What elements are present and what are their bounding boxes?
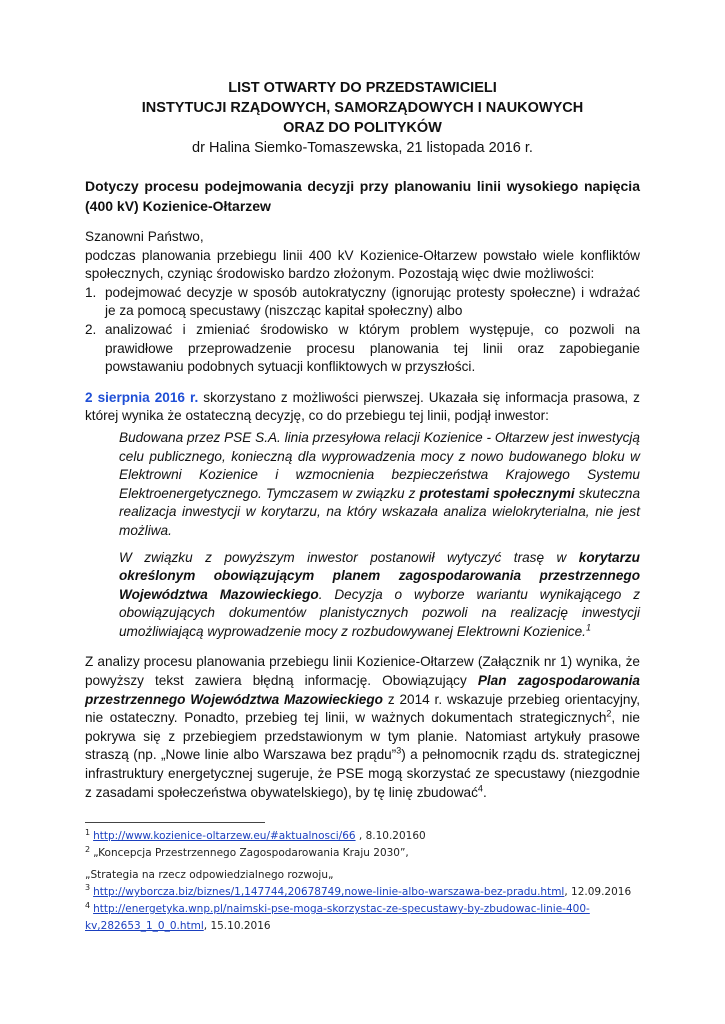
- salutation: Szanowni Państwo,: [85, 229, 204, 244]
- list-item: [85, 284, 640, 321]
- paragraph-emphasis: Plan zagospodarowania przestrzennego Województwa Mazowieckiego: [85, 673, 640, 707]
- footnote-text: , 8.10.20160: [355, 830, 426, 842]
- quote-text: W związku z powyższym inwestor postanowił wytyczyć trasę w: [119, 549, 579, 565]
- title-line-1: LIST OTWARTY DO PRZEDSTAWICIELI: [228, 80, 497, 96]
- footnote-text: „Koncepcja Przestrzennego Zagospodarowania Kraju 2030”,: [93, 847, 409, 860]
- footnote-text: , 15.10.2016: [203, 920, 271, 933]
- footnote-link[interactable]: http://wyborcza.biz/biznes/1,147744,20678749,nowe-linie-albo-warszawa-bez-pradu.html: [93, 885, 565, 898]
- paragraph-text: .: [482, 784, 487, 800]
- title-line-2: INSTYTUCJI RZĄDOWYCH, SAMORZĄDOWYCH I NAUKOWYCH: [141, 100, 584, 116]
- author-date: dr Halina Siemko-Tomaszewska, 21 listopada 2016 r.: [192, 140, 533, 156]
- list-text: podejmować decyzje w sposób autokratyczny (ignorując protesty społeczne) i wdrażać je za pomocą specustawy (niszcząc kapitał społeczny) albo: [105, 284, 640, 319]
- quote-text: skuteczna realizacja inwestycji w korytarzu, na który wskazała analiza wielokryterialna, nie jest możliwa.: [119, 485, 641, 538]
- subject-line: Dotyczy procesu podejmowania decyzji przy planowaniu linii wysokiego napięcia (400 kV) Kozienice-Ołtarzew: [85, 178, 640, 214]
- paragraph-decision: [85, 389, 640, 426]
- paragraph-text: z 2014 r. wskazuje przebieg orientacyjny, nie ostateczny. Ponadto, przebieg tej linii, w ważnych dokumentach strategicznych: [85, 691, 641, 726]
- intro-paragraph: podczas planowania przebiegu linii 400 kV Kozienice-Ołtarzew powstało wiele konfliktów społecznych, czyniąc środowisko bardzo złożonym. Pozostają więc dwie możliwości:: [85, 247, 640, 282]
- footnotes: [85, 828, 645, 936]
- footnote-text: , 12.09.2016: [564, 885, 632, 898]
- footnote-number: 2: [85, 844, 91, 854]
- footnote-link[interactable]: http://www.kozienice-oltarzew.eu/#aktualnosci/66: [93, 830, 356, 842]
- list-item: [85, 321, 640, 377]
- paragraph-text: , nie pokrywa się z przebiegiem przedstawionym w tym planie. Natomiast artykuły prasowe straszą (np. „Nowe linie albo Warszawa bez prądu”: [85, 710, 640, 763]
- footnote-link[interactable]: http://energetyka.wnp.pl/naimski-pse-moga-skorzystac-ze-specustawy-by-zbudowac-linie-400-kv,282653_1_0_0.html: [85, 903, 590, 933]
- footnote: [85, 828, 645, 845]
- footnote-ref[interactable]: 1: [585, 622, 591, 633]
- letter-body: [85, 78, 640, 802]
- footnote-number: 3: [85, 883, 91, 893]
- list-text: analizować i zmieniać środowisko w którym problem występuje, co pozwoli na prawidłowe przeprowadzenie procesu planowania tej linii oraz zapobieganie powstawaniu podobnych sytuacji konfliktowych w przyszłości.: [105, 321, 640, 375]
- quote-2: [119, 549, 640, 642]
- quote-1: [119, 429, 640, 541]
- footnote-number: 1: [85, 827, 91, 837]
- quote-emphasis: korytarzu określonym obowiązującym planem zagospodarowania przestrzennego Województwa Mazowieckiego: [119, 549, 640, 602]
- title-line-3: ORAZ DO POLITYKÓW: [283, 120, 442, 136]
- footnote-number: 4: [85, 900, 91, 910]
- footnote-ref[interactable]: 2: [606, 708, 612, 719]
- footnote: [85, 845, 645, 862]
- paragraph-text: skorzystano z możliwości pierwszej. Ukazała się informacja prasowa, z której wynika że ostateczną decyzję, co do przebiegu tej linii, podjął inwestor:: [85, 389, 640, 424]
- quote-text: . Decyzja o wyborze wariantu wynikającego z obowiązujących dokumentów planistycznych pozwoli na realizację inwestycji umożliwiającą wyprowadzenie mocy z rozbudowywanej Elektrowni Kozienice.: [119, 586, 640, 639]
- footnote-text: „Strategia na rzecz odpowiedzialnego rozwoju„: [85, 868, 334, 881]
- footnote-ref[interactable]: 4: [477, 783, 483, 794]
- paragraph-text: Z analizy procesu planowania przebiegu linii Kozienice-Ołtarzew (Załącznik nr 1) wynika, że powyższy tekst zawiera błędną informację. Obowiązujący: [85, 654, 640, 689]
- footnote: [85, 884, 645, 901]
- list-number: 2.: [85, 321, 97, 337]
- quote-emphasis: protestami społecznymi: [419, 485, 575, 501]
- footnote-separator: [85, 822, 265, 823]
- quote-text: Budowana przez PSE S.A. linia przesyłowa relacji Kozienice - Ołtarzew jest inwestycją celu publicznego, konieczną dla wyprowadzenia mocy z nowo budowanego bloku w Elektrowni Kozienice i wzmocnienia bezpieczeństwa Krajowego Systemu Elektroenergetycznego. Tymczasem w związku z: [119, 429, 640, 501]
- footnote: [85, 901, 645, 936]
- options-list: [85, 284, 640, 377]
- footnote: [85, 867, 645, 884]
- paragraph-analysis: [85, 653, 640, 802]
- list-number: 1.: [85, 284, 97, 300]
- highlighted-date: 2 sierpnia 2016 r.: [85, 389, 199, 405]
- paragraph-text: ) a pełnomocnik rządu ds. strategicznej infrastruktury energetycznej sugeruje, że PSE mogą skorzystać ze specustawy (niezgodnie z zasadami społeczeństwa obywatelskiego), by tę linię zbudować: [85, 747, 640, 800]
- footnote-ref[interactable]: 3: [396, 745, 402, 756]
